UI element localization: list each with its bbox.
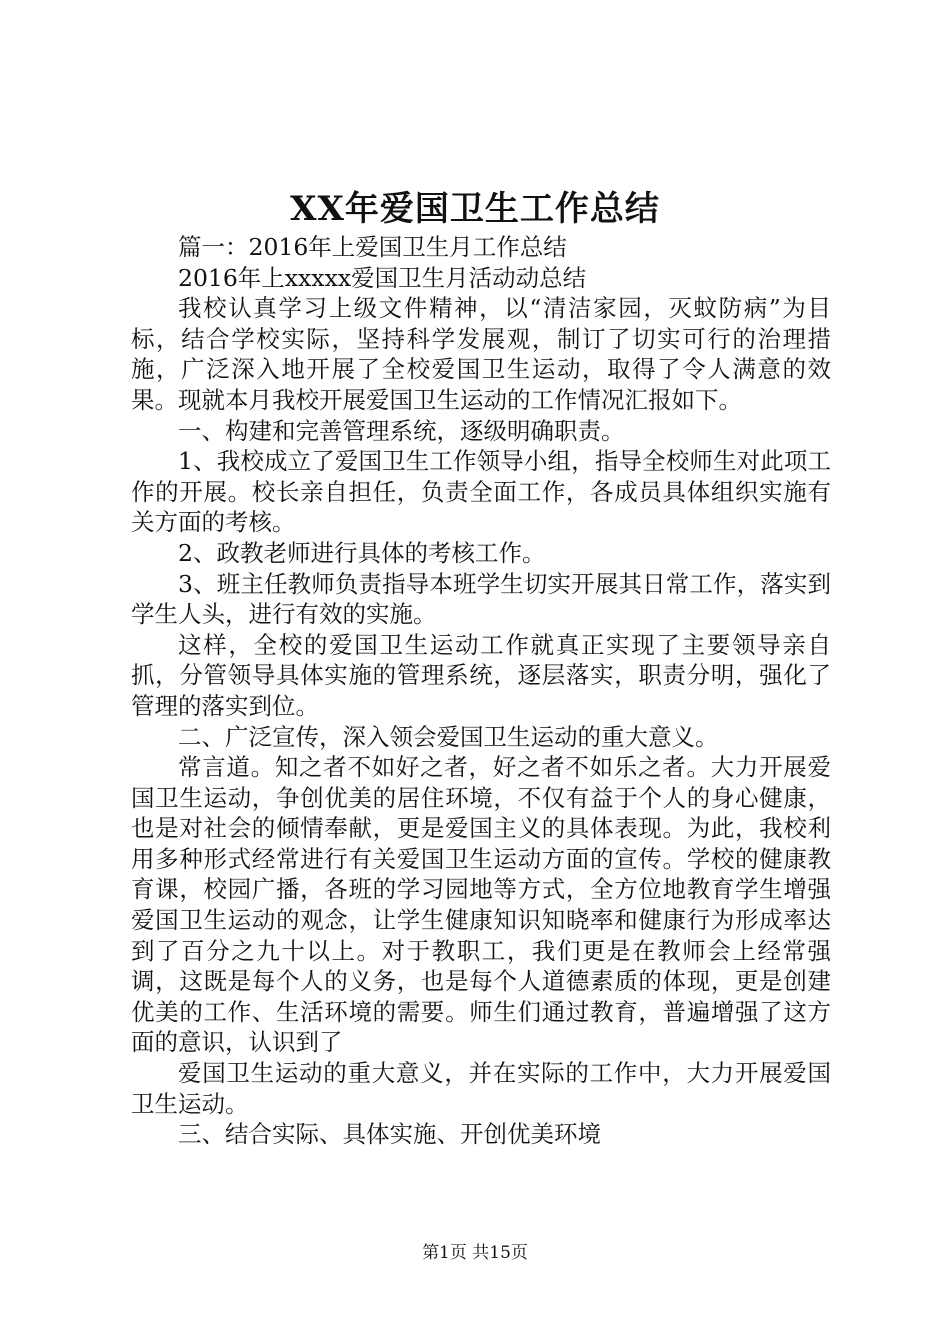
subtitle: 2016年上xxxxx爱国卫生月活动动总结 — [178, 263, 587, 292]
document-body — [131, 232, 831, 1150]
paragraph: 这样，全校的爱国卫生运动工作就真正实现了主要领导亲自抓，分管领导具体实施的管理系统，逐层落实，职责分明，强化了管理的落实到位。 — [131, 630, 831, 720]
paragraph: 常言道。知之者不如好之者，好之者不如乐之者。大力开展爱国卫生运动，争创优美的居住环境，不仅有益于个人的身心健康，也是对社会的倾情奉献，更是爱国主义的具体表现。为此，我校利用多种形式经常进行有关爱国卫生运动方面的宣传。学校的健康教育课，校园广播，各班的学习园地等方式，全方位地教育学生增强爱国卫生运动的观念，让学生健康知识知晓率和健康行为形成率达到了百分之九十以上。对于教职工，我们更是在教师会上经常强调，这既是每个人的义务，也是每个人道德素质的体现，更是创建优美的工作、生活环境的需要。师生们通过教育，普遍增强了这方面的意识，认识到了 — [131, 753, 831, 1057]
paragraph: 2、政教老师进行具体的考核工作。 — [178, 538, 546, 567]
paragraph: 爱国卫生运动的重大意义，并在实际的工作中，大力开展爱国卫生运动。 — [131, 1059, 831, 1118]
paragraph: 我校认真学习上级文件精神，以“清洁家园，灭蚊防病”为目标，结合学校实际，坚持科学发展观，制订了切实可行的治理措施，广泛深入地开展了全校爱国卫生运动，取得了令人满意的效果。现就本月我校开展爱国卫生运动的工作情况汇报如下。 — [131, 294, 831, 414]
section-heading: 一、构建和完善管理系统，逐级明确职责。 — [178, 416, 625, 445]
document-title: XX年爱国卫生工作总结 — [290, 189, 660, 229]
section-heading: 三、结合实际、具体实施、开创优美环境 — [178, 1120, 601, 1149]
section-heading: 二、广泛宣传，深入领会爱国卫生运动的重大意义。 — [178, 722, 719, 751]
section-heading: 篇一：2016年上爱国卫生月工作总结 — [178, 233, 567, 261]
paragraph: 3、班主任教师负责指导本班学生切实开展其日常工作，落实到学生人头，进行有效的实施。 — [131, 569, 831, 629]
page-footer: 第1页 共15页 — [422, 1243, 528, 1263]
paragraph: 1、我校成立了爱国卫生工作领导小组，指导全校师生对此项工作的开展。校长亲自担任，负责全面工作，各成员具体组织实施有关方面的考核。 — [131, 447, 831, 537]
